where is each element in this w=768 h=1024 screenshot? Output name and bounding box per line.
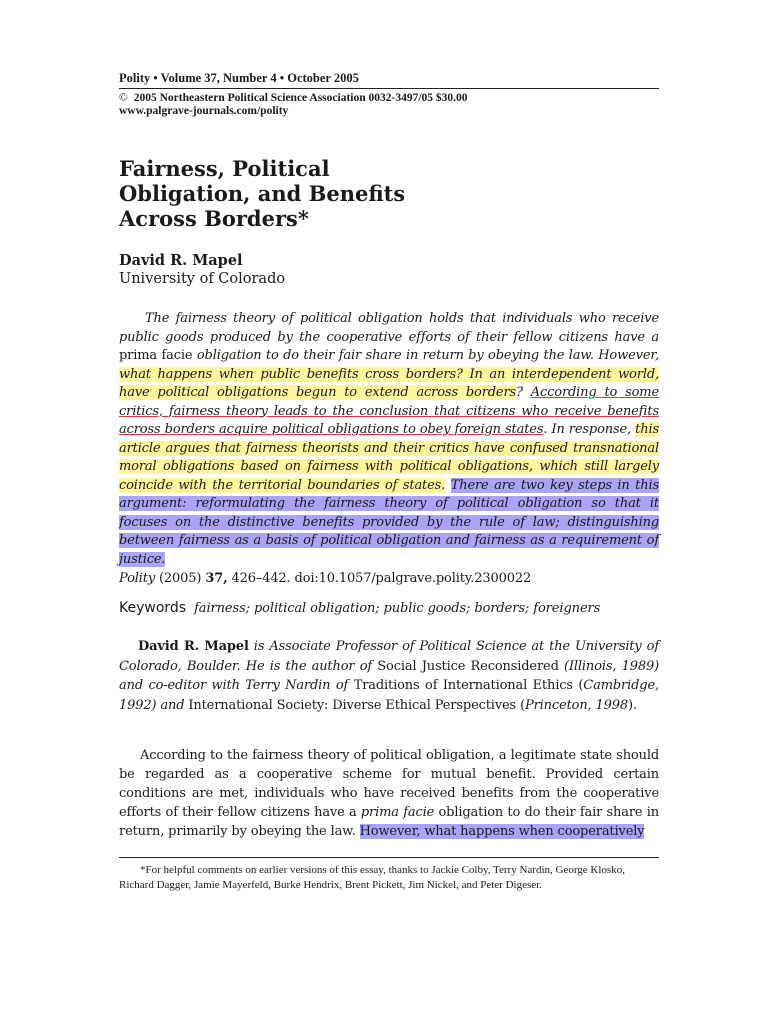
abstract-text: The fairness theory of political obligation holds that individuals who receive public goods produced by the cooperative efforts of their fellow citizens have a — [119, 311, 659, 345]
bio-book-title: Social Justice Reconsidered — [377, 658, 559, 674]
bio-publisher: Cambridge, 1992 — [119, 678, 659, 713]
red-underline-annotation: According to some critics, fairness theory leads to the conclusion that citizens who receive benefits across borders acquire political obligations to obey foreign states — [119, 385, 659, 437]
copyright-line — [119, 92, 659, 105]
abstract-text: . In response, — [543, 422, 636, 437]
keywords-label: Keywords — [119, 600, 187, 616]
yellow-highlight: this article argues that fairness theorists and their critics have confused transnational moral obligations based on fairness with political obligations, which still largely coincide with the territorial boundaries of states. — [119, 422, 659, 493]
journal-url: www.palgrave-journals.com/polity — [119, 105, 289, 117]
abstract — [119, 310, 659, 569]
copyright-text: 2005 Northeastern Political Science Association 0032-3497/05 $30.00 — [133, 92, 468, 104]
abstract-text: prima facie — [119, 348, 197, 363]
bio-text: ) and — [151, 697, 189, 713]
citation-volume: 37, — [205, 571, 228, 586]
bio-book-title: International Society: Diverse Ethical Perspectives — [188, 697, 517, 713]
bio-publisher: Princeton, 1998 — [525, 697, 628, 713]
bio-text: ( — [516, 697, 525, 713]
title-line: Fairness, Political — [119, 156, 330, 181]
bio-text: (Illinois, 1989) and co-editor with Terry Nardin of — [119, 658, 659, 693]
abstract-text: ? — [516, 385, 531, 400]
purple-highlight: There are two key steps in this argument: reformulating the fairness theory of political obligation so that it focuses on the distinctive benefits provided by the rule of law; distinguishing between fairness as a basis of political obligation and fairness as a requirement of justice. — [119, 477, 659, 567]
title-line: Across Borders* — [119, 206, 309, 231]
title-line: Obligation, and Benefits — [119, 181, 406, 206]
yellow-highlight: what happens when public benefits cross borders? In an interdependent world, have political obligations begun to extend across borders — [119, 366, 659, 400]
footnote-rule — [119, 857, 659, 858]
copyright-symbol: © — [119, 92, 128, 104]
citation-pages-doi: 426–442. doi:10.1057/palgrave.polity.2300022 — [227, 571, 532, 586]
bio-book-title: Traditions of International Ethics — [353, 678, 573, 693]
bio-text: ( — [572, 678, 584, 693]
keywords — [119, 598, 659, 619]
citation-journal: Polity — [119, 571, 156, 586]
body-paragraph — [119, 746, 659, 841]
journal-header: Polity • Volume 37, Number 4 • October 2005 — [119, 71, 359, 85]
body-italic: prima facie — [360, 805, 435, 820]
author-name: David R. Mapel — [119, 252, 243, 269]
bio-text: is Associate Professor of Political Science at the University of Colorado, Boulder. He is the author of — [119, 639, 659, 674]
article-title — [119, 156, 479, 231]
citation — [119, 570, 659, 588]
author-bio — [119, 637, 659, 715]
purple-highlight: However, what happens when cooperatively — [359, 824, 645, 839]
body-text: According to the fairness theory of political obligation, a legitimate state should be regarded as a cooperative scheme for mutual benefit. Provided certain conditions are met, individuals who have received benefits from the cooperative efforts of their fellow citizens have a — [119, 748, 659, 820]
footnote: *For helpful comments on earlier versions of this essay, thanks to Jackie Colby, Terry Nardin, George Klosko, Richard Dagger, Jamie Mayerfeld, Burke Hendrix, Brent Pickett, Jim Nickel, and Peter Digeser. — [119, 864, 625, 891]
bio-text: ). — [628, 697, 637, 713]
keywords-list: fairness; political obligation; public goods; borders; foreigners — [194, 601, 601, 616]
body-text: obligation to do their fair share in return, primarily by obeying the law. — [119, 805, 659, 839]
document-page — [119, 70, 659, 841]
abstract-text — [445, 478, 451, 493]
author-affiliation: University of Colorado — [119, 271, 286, 287]
bio-name: David R. Mapel — [138, 639, 249, 654]
citation-year: (2005) — [155, 571, 206, 586]
abstract-text: obligation to do their fair share in return by obeying the law. However, — [196, 348, 659, 363]
header-rule — [119, 88, 659, 89]
